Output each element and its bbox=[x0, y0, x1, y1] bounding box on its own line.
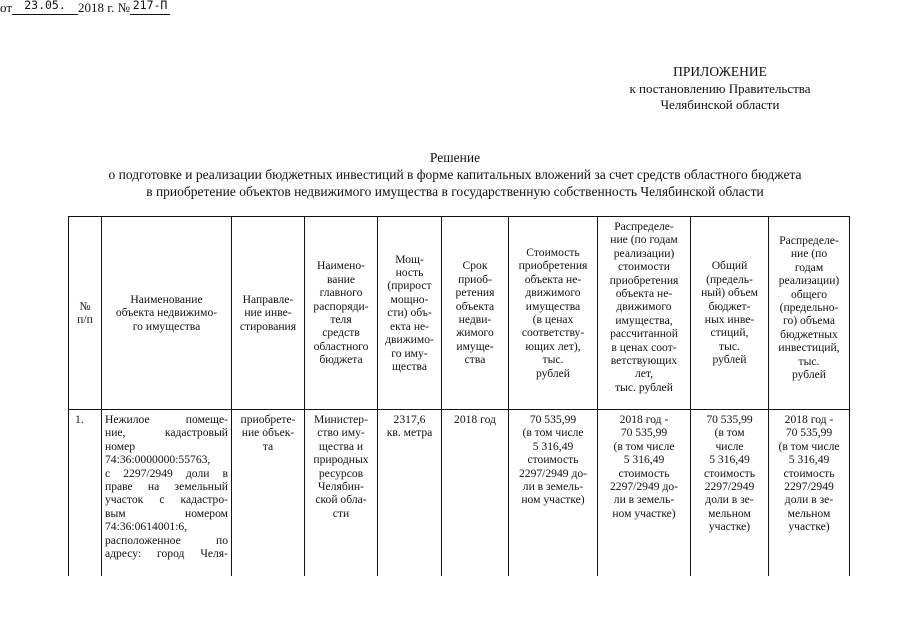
header-distribution-total: Распределе- ние (по годам реализации) общего (предельно- го) объема бюджетных инвестиций, тыс. рублей bbox=[778, 234, 840, 382]
row-num: 1. bbox=[75, 413, 84, 426]
header-capacity: Мощ- ность (прирост мощно- сти) объ- екта не- движимо- го иму- щества bbox=[385, 252, 434, 373]
date-value: 23.05. bbox=[24, 0, 66, 12]
header-direction: Направле- ние инве- стирования bbox=[239, 292, 297, 333]
row-capacity: 2317,6 кв. метра bbox=[386, 413, 433, 440]
header-name: Наименование объекта недвижимо- го имущества bbox=[115, 292, 218, 333]
date-prefix: от bbox=[0, 0, 13, 15]
decision-line-2: в приобретение объектов недвижимого имущества в государственную собственность Челябинской области bbox=[146, 184, 764, 199]
row-direction: приобрете- ние объек- та bbox=[240, 413, 296, 453]
header-num: № п/п bbox=[77, 299, 93, 326]
row-cost: 70 535,99 (в том числе 5 316,49 стоимость 2297/2949 до- ли в земель- ном участке) bbox=[518, 413, 588, 507]
investment-table bbox=[68, 216, 850, 576]
decision-title: Решение bbox=[429, 150, 481, 165]
row-object-name: Нежилое помеще- ние, кадастровый номер 74:36:0000000:55763, с 2297/2949 доли в праве на земельный участок с кадастро- вым номером 74:36:0614001:6, расположенное по адресу: город Челя- bbox=[105, 413, 228, 561]
table-border-right bbox=[849, 216, 850, 576]
header-distribution-cost: Распределе- ние (по годам реализации) стоимости приобретения объекта не- движимого имущества, рассчитанной в ценах соот- ветствующих лет, тыс. рублей bbox=[609, 220, 679, 394]
number-value: 217-П bbox=[132, 0, 168, 12]
header-cost: Стоимость приобретения объекта не- движимого имущества (в ценах соответству- ющих лет), тыс. рублей bbox=[518, 245, 588, 380]
date-field bbox=[12, 2, 78, 15]
date-middle: 2018 г. № bbox=[78, 0, 131, 15]
row-distribution-total: 2018 год - 70 535,99 (в том числе 5 316,49 стоимость 2297/2949 доли в зе- мельном участке) bbox=[778, 413, 840, 534]
row-total: 70 535,99 (в том числе 5 316,49 стоимость 2297/2949 доли в зе- мельном участке) bbox=[704, 413, 755, 534]
number-field bbox=[130, 2, 170, 15]
row-distribution-cost: 2018 год - 70 535,99 (в том числе 5 316,49 стоимость 2297/2949 до- ли в земель- ном участке) bbox=[609, 413, 679, 520]
header-manager: Наимено- вание главного распоряди- теля средств областного бюджета bbox=[313, 259, 369, 367]
appendix-date-line bbox=[0, 0, 220, 16]
table-header-divider bbox=[68, 409, 850, 410]
header-term: Срок приоб- ретения объекта недви- жимого имуще- ства bbox=[455, 259, 495, 367]
row-term: 2018 год bbox=[454, 413, 496, 426]
appendix-title: ПРИЛОЖЕНИЕ bbox=[673, 64, 767, 79]
row-manager: Министер- ство иму- щества и природных ресурсов Челябин- ской обла- сти bbox=[313, 413, 369, 520]
appendix-line-resolution: к постановлению Правительства bbox=[629, 81, 811, 96]
appendix-line-region: Челябинской области bbox=[660, 97, 780, 112]
header-total: Общий (предель- ный) объем бюджет- ных инве- стиций, тыс. рублей bbox=[701, 259, 758, 367]
decision-line-1: о подготовке и реализации бюджетных инвестиций в форме капитальных вложений за счет средств областного бюджета bbox=[108, 167, 802, 182]
